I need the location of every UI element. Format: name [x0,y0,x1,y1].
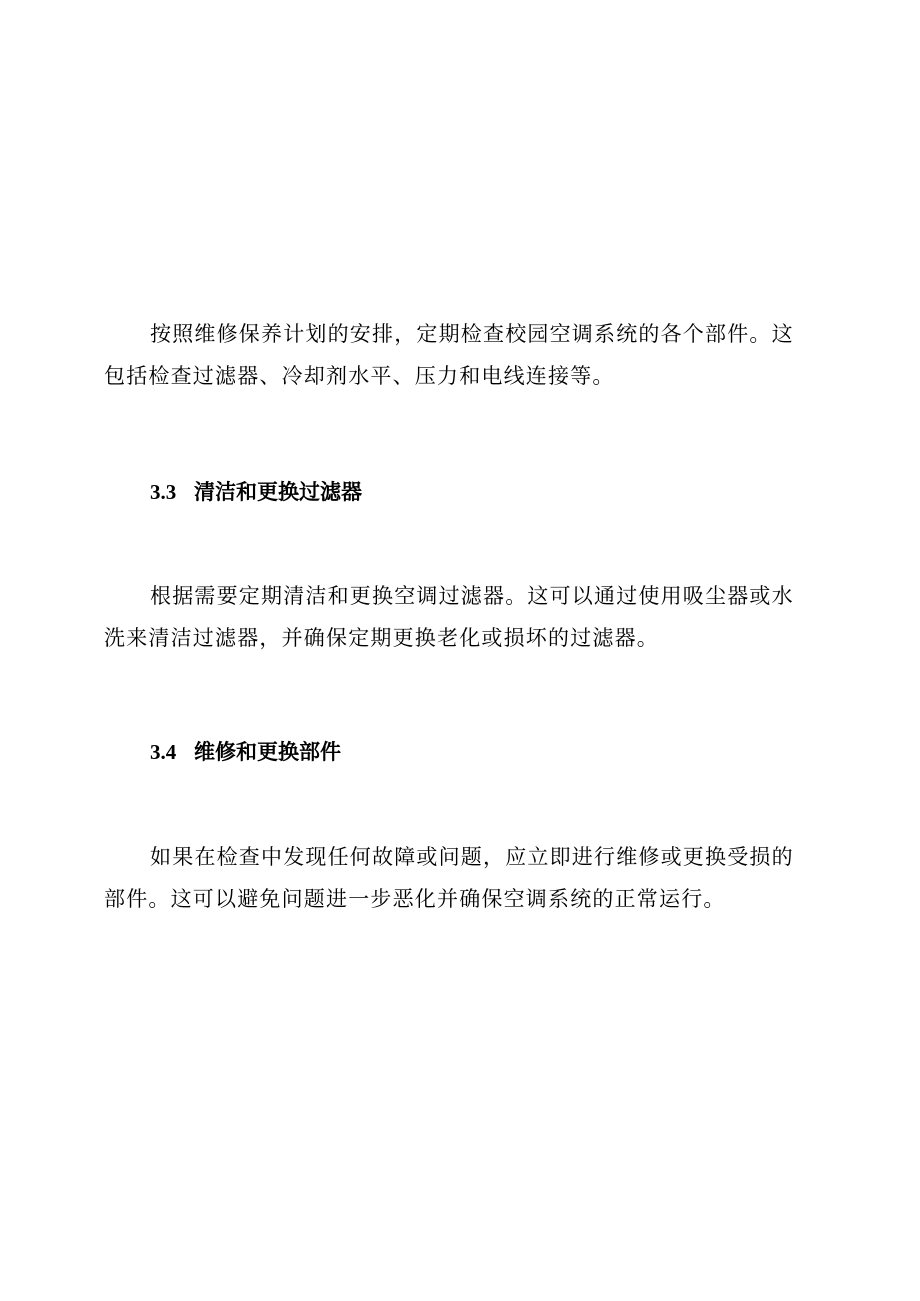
section-number: 3.4 [150,740,177,764]
section-title: 清洁和更换过滤器 [194,480,362,504]
section-number: 3.3 [150,480,177,504]
section-heading-3-4 [150,737,341,767]
paragraph-repair: 如果在检查中发现任何故障或问题，应立即进行维修或更换受损的部件。这可以避免问题进一步恶化并确保空调系统的正常运行。 [104,845,794,911]
paragraph-filter-cleaning: 根据需要定期清洁和更换空调过滤器。这可以通过使用吸尘器或水洗来清洁过滤器，并确保定期更换老化或损坏的过滤器。 [104,584,794,650]
section-title: 维修和更换部件 [194,740,341,764]
section-heading-3-3 [150,477,362,507]
paragraph-inspection: 按照维修保养计划的安排，定期检查校园空调系统的各个部件。这包括检查过滤器、冷却剂水平、压力和电线连接等。 [104,322,794,388]
